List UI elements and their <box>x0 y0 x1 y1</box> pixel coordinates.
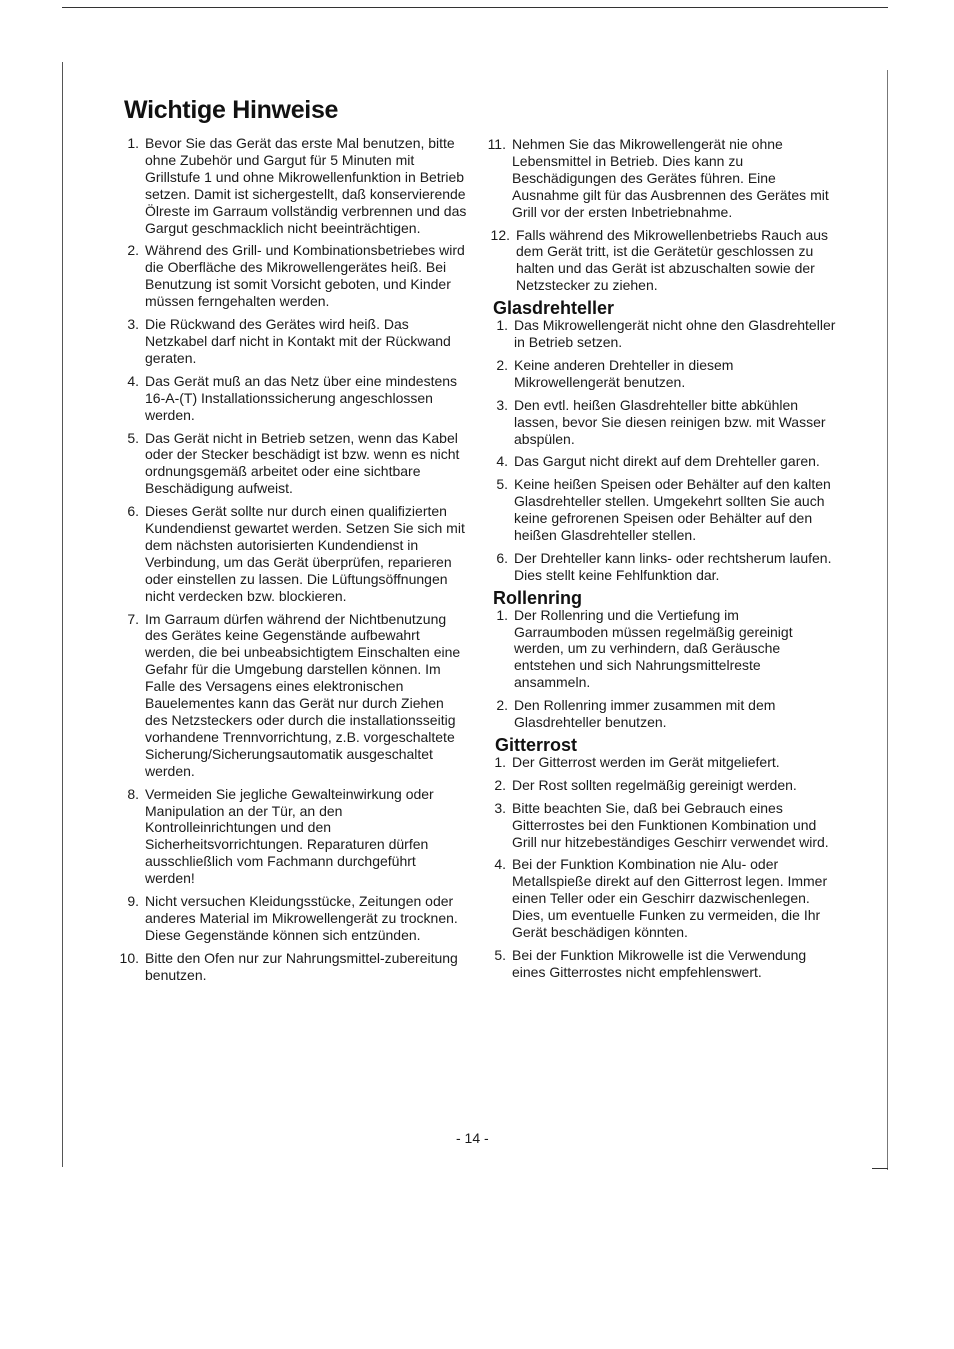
section-heading-glasdrehteller: Glasdrehteller <box>493 298 615 319</box>
item-number: 5. <box>496 476 508 493</box>
item-text: Der Gitterrost werden im Gerät mitgeliefert. <box>512 753 780 770</box>
rollenring-list <box>484 607 836 731</box>
item-number: 2. <box>494 776 506 793</box>
list-item <box>484 227 836 295</box>
item-number: 1. <box>496 317 508 334</box>
item-text: Vermeiden Sie jegliche Gewalteinwirkung oder Manipulation an der Tür, an den Kontrolleinrichtungen und den Sicherheitsvorrichtungen. Reparaturen dürfen ausschließlich vom Fachmann durchgeführt werden! <box>145 785 434 887</box>
right-border-line <box>887 70 888 1170</box>
left-column <box>112 135 468 990</box>
list-item <box>112 786 468 887</box>
list-item <box>484 453 836 470</box>
list-item <box>112 242 468 310</box>
list-item <box>112 893 468 944</box>
item-number: 3. <box>496 396 508 413</box>
item-text: Falls während des Mikrowellenbetriebs Rauch aus dem Gerät tritt, ist die Gerätetür geschlossen zu halten und das Gerät ist abzuschalten sowie der Netzstecker zu ziehen. <box>516 226 829 294</box>
item-text: Dieses Gerät sollte nur durch einen qualifizierten Kundendienst gewartet werden. Setzen Sie sich mit dem nächsten autorisierten Kundendienst in Verbindung, um das Gerät überprüfen, reparieren oder einstellen zu lassen. Die Lüftungsöffnungen nicht verdecken bzw. blockieren. <box>145 503 465 604</box>
item-number: 4. <box>496 453 508 470</box>
item-number: 10. <box>119 949 139 966</box>
item-number: 1. <box>496 606 508 623</box>
glasdrehteller-list <box>484 317 836 584</box>
item-number: 9. <box>127 893 139 910</box>
list-item <box>112 950 468 984</box>
list-item <box>484 476 836 544</box>
item-text: Die Rückwand des Gerätes wird heiß. Das Netzkabel darf nicht in Kontakt mit der Rückwand geraten. <box>145 316 451 366</box>
item-number: 2. <box>127 242 139 259</box>
list-item <box>112 430 468 498</box>
list-item <box>484 800 836 851</box>
item-number: 6. <box>127 503 139 520</box>
section-heading-rollenring: Rollenring <box>493 587 582 608</box>
section-heading-gitterrost: Gitterrost <box>495 735 578 755</box>
list-item <box>484 607 836 692</box>
item-number: 3. <box>494 799 506 816</box>
item-text: Bei der Funktion Kombination nie Alu- oder Metallspieße direkt auf den Gitterrost legen. Immer einen Teller oder ein Geschirr dazwischenlegen. Dies, um eventuelle Funken zu vermeiden, die Ihr Gerät beschädigen könnten. <box>512 856 828 941</box>
item-text: Nehmen Sie das Mikrowellengerät nie ohne Lebensmittel in Betrieb. Dies kann zu Beschädigungen des Gerätes führen. Eine Ausnahme gilt für das Ausbrennen des Gerätes mit Grill vor der ersten Inbetriebnahme. <box>512 136 829 220</box>
important-notes-list <box>112 135 468 984</box>
list-item <box>112 373 468 424</box>
item-text: Keine heißen Speisen oder Behälter auf den kalten Glasdrehteller stellen. Umgekehrt sollten Sie auch keine gefrorenen Speisen oder Behälter auf den heißen Glasdrehteller stellen. <box>514 476 831 544</box>
list-item <box>484 754 836 771</box>
item-number: 5. <box>494 946 506 963</box>
left-border-line <box>62 62 63 1167</box>
top-border-line <box>62 7 888 8</box>
item-number: 2. <box>496 356 508 373</box>
page-number: - 14 - <box>456 1130 489 1146</box>
list-item <box>484 550 836 584</box>
item-text: Bitte den Ofen nur zur Nahrungsmittel-zubereitung benutzen. <box>145 949 458 983</box>
item-text: Das Mikrowellengerät nicht ohne den Glasdrehteller in Betrieb setzen. <box>514 317 836 350</box>
item-text: Das Gerät muß an das Netz über eine mindestens 16-A-(T) Installationssicherung angeschlossen werden. <box>145 372 458 423</box>
item-number: 12. <box>490 226 510 243</box>
gitterrost-list <box>484 754 836 981</box>
item-text: Keine anderen Drehteller in diesem Mikrowellengerät benutzen. <box>514 356 734 390</box>
item-text: Im Garraum dürfen während der Nichtbenutzung des Gerätes keine Gegenstände aufbewahrt werden, die bei unbeabsichtigtem Einschalten eine Gefahr für die Umgebung darstellen können. Im Falle des Versagens eines elektronischen Bauelementes kann das Gerät nur durch Ziehen des Netzsteckers oder durch die installationsseitig vorhandene Trennvorrichtung, z.B. vorgeschaltete Sicherung/Sicherungsautomatik ausgeschaltet werden. <box>145 610 461 779</box>
item-number: 11. <box>487 136 506 152</box>
item-number: 5. <box>127 429 139 446</box>
list-item <box>112 503 468 604</box>
list-item <box>484 136 836 221</box>
list-item <box>484 397 836 448</box>
item-text: Nicht versuchen Kleidungsstücke, Zeitungen oder anderes Material im Mikrowellengerät zu trocknen. Diese Gegenstände können sich entzünden. <box>145 893 458 943</box>
item-text: Den evtl. heißen Glasdrehteller bitte abkühlen lassen, bevor Sie diesen reinigen bzw. mit Wasser abspülen. <box>514 396 826 447</box>
list-item <box>112 135 468 236</box>
list-item <box>484 947 836 981</box>
item-number: 1. <box>494 753 506 770</box>
item-text: Bevor Sie das Gerät das erste Mal benutzen, bitte ohne Zubehör und Gargut für 5 Minuten mit Grillstufe 1 und ohne Mikrowellenfunktion in Betrieb setzen. Damit ist sichergestellt, daß konservierende Ölreste im Garraum vollständig verbrennen und das Gargut geschmacklich nicht beeinträchtigen. <box>145 135 467 236</box>
item-text: Der Rollenring und die Vertiefung im Garraumboden müssen regelmäßig gereinigt werden, um zu verhindern, daß Geräusche entstehen und sich Nahrungsmittelreste ansammeln. <box>514 606 793 691</box>
list-item <box>484 357 836 391</box>
list-item <box>484 697 836 731</box>
item-number: 3. <box>127 316 139 333</box>
item-number: 4. <box>494 856 506 873</box>
page-title: Wichtige Hinweise <box>124 96 339 124</box>
list-item <box>112 316 468 367</box>
item-text: Während des Grill- und Kombinationsbetriebes wird die Oberfläche des Mikrowellengerätes heiß. Bei Benutzung ist somit Vorsicht geboten, und Kinder müssen ferngehalten werden. <box>145 242 465 310</box>
list-item <box>484 856 836 941</box>
list-item <box>484 317 836 351</box>
item-number: 8. <box>127 785 139 802</box>
list-item <box>484 777 836 794</box>
list-item <box>112 611 468 780</box>
item-number: 1. <box>127 135 139 151</box>
item-number: 7. <box>127 610 139 627</box>
item-number: 6. <box>496 549 508 566</box>
corner-mark <box>872 1168 888 1169</box>
item-text: Bei der Funktion Mikrowelle ist die Verwendung eines Gitterrostes nicht empfehlenswert. <box>512 946 807 980</box>
item-text: Bitte beachten Sie, daß bei Gebrauch eines Gitterrostes bei den Funktionen Kombination und Grill nur hitzebeständiges Geschirr verwendet wird. <box>512 799 829 850</box>
right-column <box>484 136 836 987</box>
item-text: Der Rost sollten regelmäßig gereinigt werden. <box>512 776 797 793</box>
item-text: Den Rollenring immer zusammen mit dem Glasdrehteller benutzen. <box>514 697 776 731</box>
important-notes-list-continued <box>484 136 836 294</box>
item-number: 4. <box>127 372 139 389</box>
item-text: Das Gargut nicht direkt auf dem Drehteller garen. <box>514 453 820 470</box>
item-number: 2. <box>496 697 508 714</box>
item-text: Der Drehteller kann links- oder rechtsherum laufen. Dies stellt keine Fehlfunktion dar. <box>514 549 832 583</box>
item-text: Das Gerät nicht in Betrieb setzen, wenn das Kabel oder der Stecker beschädigt ist bzw. wenn es nicht ordnungsgemäß arbeitet oder eine sichtbare Beschädigung aufweist. <box>145 429 460 497</box>
